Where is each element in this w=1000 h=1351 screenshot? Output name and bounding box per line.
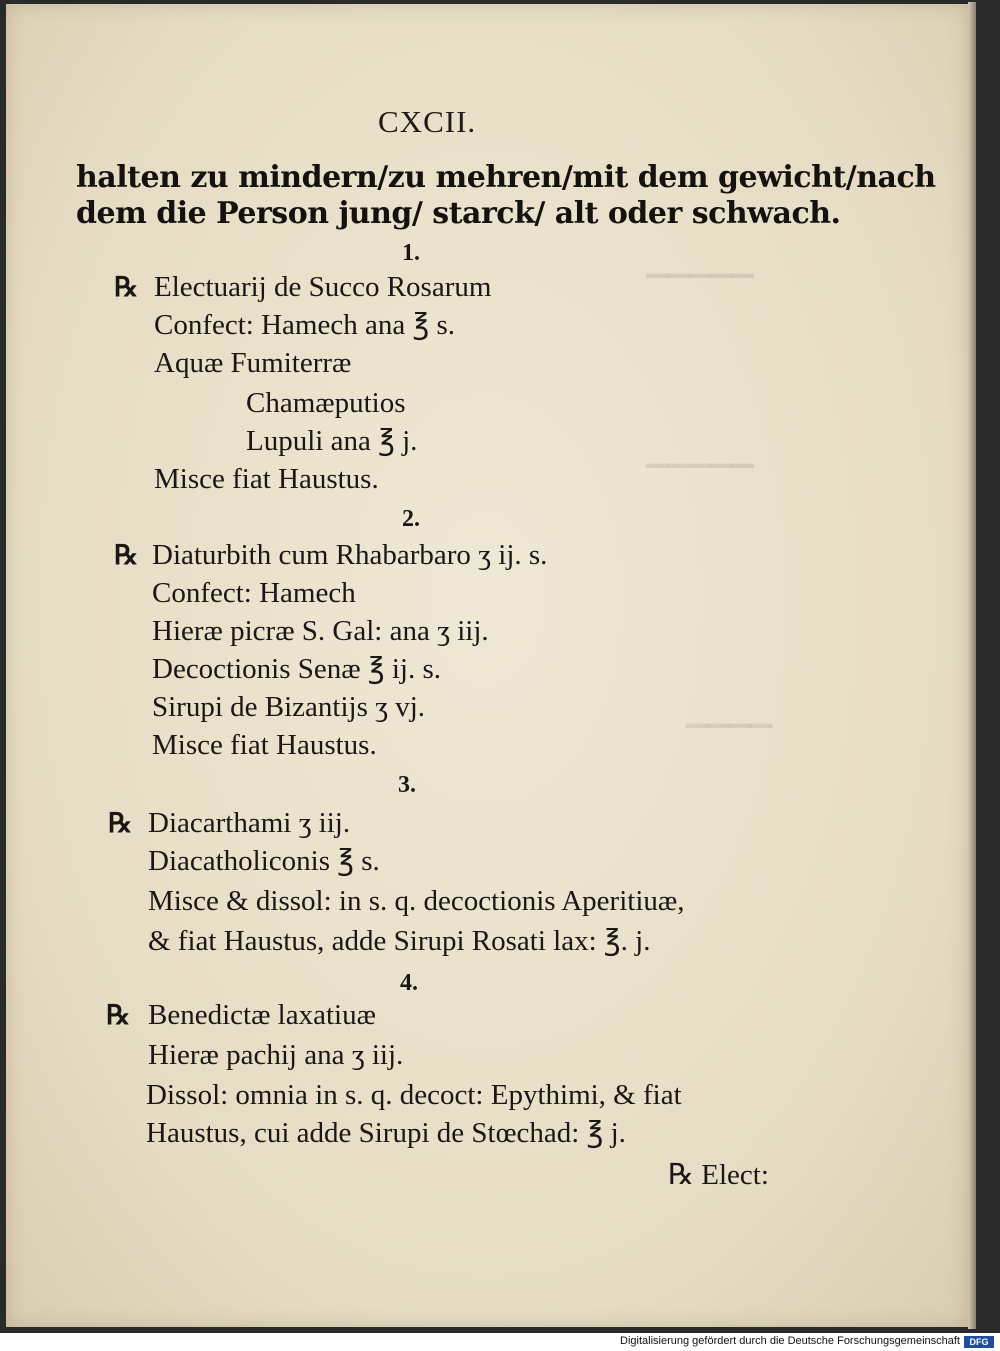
- recipe-line: & fiat Haustus, adde Sirupi Rosati lax: ℥. j.: [148, 925, 651, 957]
- footer-credit: Digitalisierung gefördert durch die Deutsche Forschungsgemeinschaft: [620, 1335, 960, 1347]
- recipe-line: Confect: Hamech: [152, 577, 356, 609]
- recipe-symbol: ℞: [114, 540, 139, 570]
- recipe-symbol: ℞: [114, 272, 139, 302]
- recipe-symbol: ℞: [106, 1000, 131, 1030]
- recipe-line: Decoctionis Senæ ℥ ij. s.: [152, 653, 442, 685]
- page-edge: [968, 2, 976, 1329]
- recipe-number: 1.: [402, 240, 420, 266]
- recipe-line: Misce fiat Haustus.: [152, 729, 377, 761]
- recipe-line: Lupuli ana ℥ j.: [246, 425, 418, 457]
- recipe-line: Confect: Hamech ana ℥ s.: [154, 309, 456, 341]
- recipe-line: Chamæputios: [246, 387, 406, 419]
- recipe-line: Hieræ pachij ana ʒ iij.: [148, 1039, 404, 1071]
- recipe-line: Misce fiat Haustus.: [154, 463, 379, 495]
- footer-bar: [0, 1333, 1000, 1351]
- recipe-line: Sirupi de Bizantijs ʒ vj.: [152, 691, 426, 723]
- heading-line-1: halten zu mindern/zu mehren/mit dem gewicht/nach: [76, 160, 936, 195]
- show-through: ▔▔▔▔: [686, 726, 773, 757]
- show-through: ▔▔▔▔▔: [646, 276, 754, 307]
- recipe-symbol: ℞: [108, 808, 133, 838]
- show-through: ▔▔▔▔▔: [646, 466, 754, 497]
- recipe-line: Diacarthami ʒ iij.: [148, 807, 351, 839]
- recipe-line: Aquæ Fumiterræ: [154, 347, 352, 379]
- recipe-line: Misce & dissol: in s. q. decoctionis Aperitiuæ,: [148, 885, 685, 917]
- recipe-line: Benedictæ laxatiuæ: [148, 999, 376, 1031]
- recipe-number: 4.: [400, 970, 418, 996]
- page-folio: CXCII.: [378, 104, 477, 139]
- dfg-logo: DFG: [964, 1336, 994, 1348]
- heading-line-2: dem die Person jung/ starck/ alt oder schwach.: [76, 196, 841, 231]
- recipe-line: Hieræ picræ S. Gal: ana ʒ iij.: [152, 615, 489, 647]
- recipe-line: Electuarij de Succo Rosarum: [154, 271, 492, 303]
- recipe-line: Dissol: omnia in s. q. decoct: Epythimi, & fiat: [146, 1079, 682, 1111]
- recipe-number: 2.: [402, 506, 420, 532]
- catchword: ℞ Elect:: [668, 1159, 769, 1191]
- recipe-number: 3.: [398, 772, 416, 798]
- recipe-line: Diacatholiconis ℥ s.: [148, 845, 380, 877]
- recipe-line: Haustus, cui adde Sirupi de Stœchad: ℥ j.: [146, 1117, 626, 1149]
- recipe-line: Diaturbith cum Rhabarbaro ʒ ij. s.: [152, 539, 548, 571]
